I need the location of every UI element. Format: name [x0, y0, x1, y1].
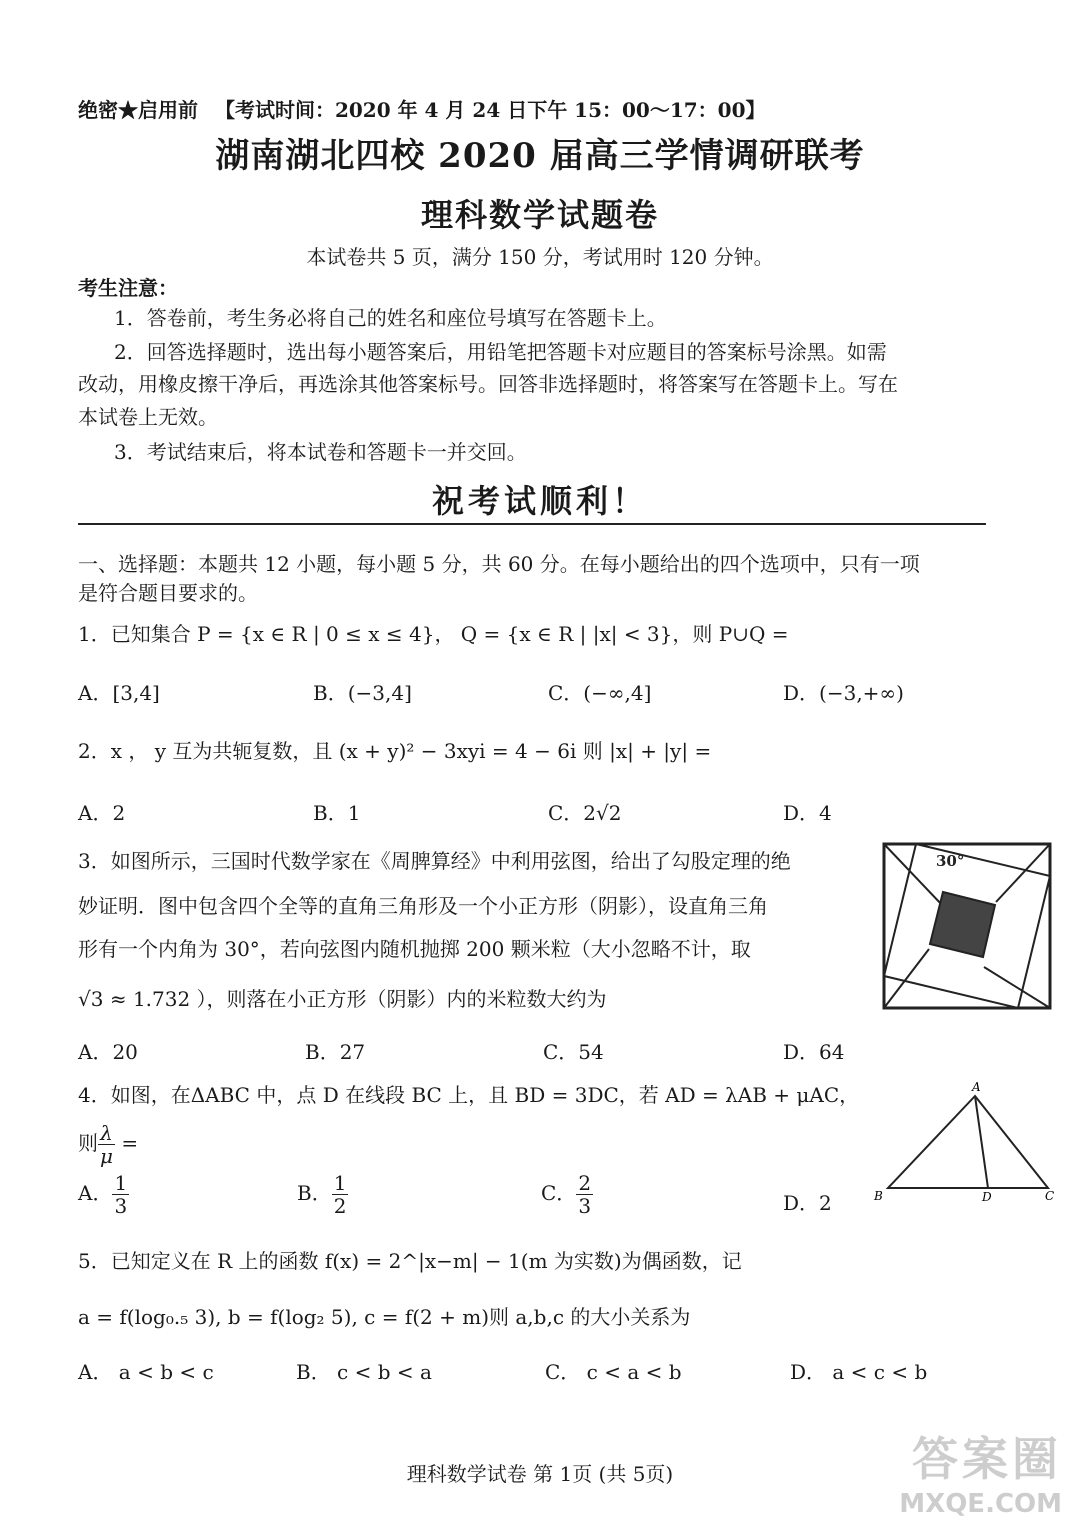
q3-option-b: B．27	[305, 1040, 366, 1064]
question-3-line-4: √3 ≈ 1.732 ），则落在小正方形（阴影）内的米粒数大约为	[78, 987, 607, 1011]
page-footer: 理科数学试卷 第 1页 (共 5页)	[406, 1462, 674, 1486]
q2-option-c: C．2√2	[548, 801, 622, 825]
question-3-line-1: 3．如图所示，三国时代数学家在《周脾算经》中利用弦图，给出了勾股定理的绝	[78, 849, 791, 873]
watermark	[899, 1423, 1062, 1519]
question-5-line-2: a = f(log₀.₅ 3), b = f(log₂ 5), c = f(2 + m)则 a,b,c 的大小关系为	[78, 1305, 691, 1329]
exam-info: 本试卷共 5 页，满分 150 分，考试用时 120 分钟。	[306, 245, 774, 269]
question-5-line-1: 5．已知定义在 R 上的函数 f(x) = 2^|x−m| − 1(m 为实数)为偶函数，记	[78, 1249, 742, 1273]
confidential-label: 绝密★启用前	[78, 98, 198, 122]
vertex-b-label: B	[874, 1189, 883, 1203]
q4-equals: =	[121, 1131, 139, 1155]
notice-item-1: 1．答卷前，考生务必将自己的姓名和座位号填写在答题卡上。	[114, 306, 667, 330]
question-3-line-3: 形有一个内角为 30°，若向弦图内随机抛掷 200 颗米粒（大小忽略不计，取	[78, 937, 751, 961]
watermark-text: 答案圈	[912, 1432, 1062, 1486]
section-intro-1: 一、选择题：本题共 12 小题，每小题 5 分，共 60 分。在每小题给出的四个选项中，只有一项	[78, 552, 920, 576]
section-intro-2: 是符合题目要求的。	[78, 581, 258, 605]
page-subtitle: 理科数学试题卷	[420, 196, 659, 234]
notice-item-2c: 本试卷上无效。	[78, 405, 218, 429]
question-1-stem: 1．已知集合 P = {x ∈ R | 0 ≤ x ≤ 4}， Q = {x ∈ R | |x| < 3}，则 P∪Q =	[78, 622, 789, 646]
lambda-over-mu	[98, 1122, 115, 1167]
q4-prefix: 则	[78, 1131, 98, 1155]
blessing: 祝考试顺利！	[431, 482, 648, 520]
q1-option-c: C．(−∞,4]	[548, 681, 652, 705]
mu: μ	[100, 1144, 113, 1168]
q4-option-b: B． $\frac{1}{2}$	[297, 1171, 347, 1218]
q1-option-d: D．(−3,+∞)	[783, 681, 904, 705]
vertex-a-label: A	[972, 1080, 981, 1094]
point-d-label: D	[982, 1190, 992, 1204]
q2-option-a: A．2	[78, 801, 126, 825]
header-line	[78, 94, 766, 123]
question-2-stem: 2．x ， y 互为共轭复数，且 (x + y)² − 3xyi = 4 − 6i 则 |x| + |y| =	[78, 739, 712, 763]
lambda: λ	[98, 1122, 115, 1145]
triangle-diagram	[868, 1078, 1060, 1206]
angle-label: 30°	[936, 852, 965, 870]
notice-item-2a: 2．回答选择题时，选出每小题答案后，用铅笔把答题卡对应题目的答案标号涂黑。如需	[114, 340, 887, 364]
q3-option-c: C．54	[543, 1040, 604, 1064]
notice-item-2b: 改动，用橡皮擦干净后，再选涂其他答案标号。回答非选择题时，将答案写在答题卡上。写在	[78, 372, 898, 396]
question-4-line-1: 4．如图，在ΔABC 中，点 D 在线段 BC 上，且 BD = 3DC，若 AD = λAB + μAC，	[78, 1083, 860, 1107]
q1-option-a: A．[3,4]	[78, 681, 160, 705]
notice-item-3: 3．考试结束后，将本试卷和答题卡一并交回。	[114, 440, 527, 464]
q2-option-b: B．1	[313, 801, 361, 825]
vertex-c-label: C	[1045, 1189, 1055, 1203]
q2-option-d: D．4	[783, 801, 832, 825]
shaded-small-square	[930, 892, 995, 957]
chord-diagram	[880, 840, 1055, 1012]
q5-option-b: B． c < b < a	[296, 1360, 432, 1384]
q1-option-b: B．(−3,4]	[313, 681, 412, 705]
q4-option-a: A． $\frac{1}{3}$	[78, 1171, 128, 1218]
question-4-line-2	[78, 1122, 138, 1167]
q4-option-d: D．2	[783, 1191, 832, 1215]
q5-option-c: C． c < a < b	[545, 1360, 682, 1384]
q3-option-a: A．20	[78, 1040, 138, 1064]
triangle-abc	[888, 1096, 1048, 1188]
q5-option-a: A． a < b < c	[78, 1360, 214, 1384]
q5-option-d: D． a < c < b	[790, 1360, 928, 1384]
exam-time: 【考试时间：2020 年 4 月 24 日下午 15：00～17：00】	[214, 98, 766, 122]
watermark-url: MXQE.COM	[899, 1489, 1062, 1519]
question-3-line-2: 妙证明．图中包含四个全等的直角三角形及一个小正方形（阴影），设直角三角	[78, 894, 768, 918]
q4-option-c: C． $\frac{2}{3}$	[541, 1171, 592, 1218]
q3-option-d: D．64	[783, 1040, 845, 1064]
page-title: 湖南湖北四校 2020 届高三学情调研联考	[215, 136, 865, 176]
notice-heading: 考生注意：	[78, 276, 178, 300]
divider	[78, 523, 986, 525]
